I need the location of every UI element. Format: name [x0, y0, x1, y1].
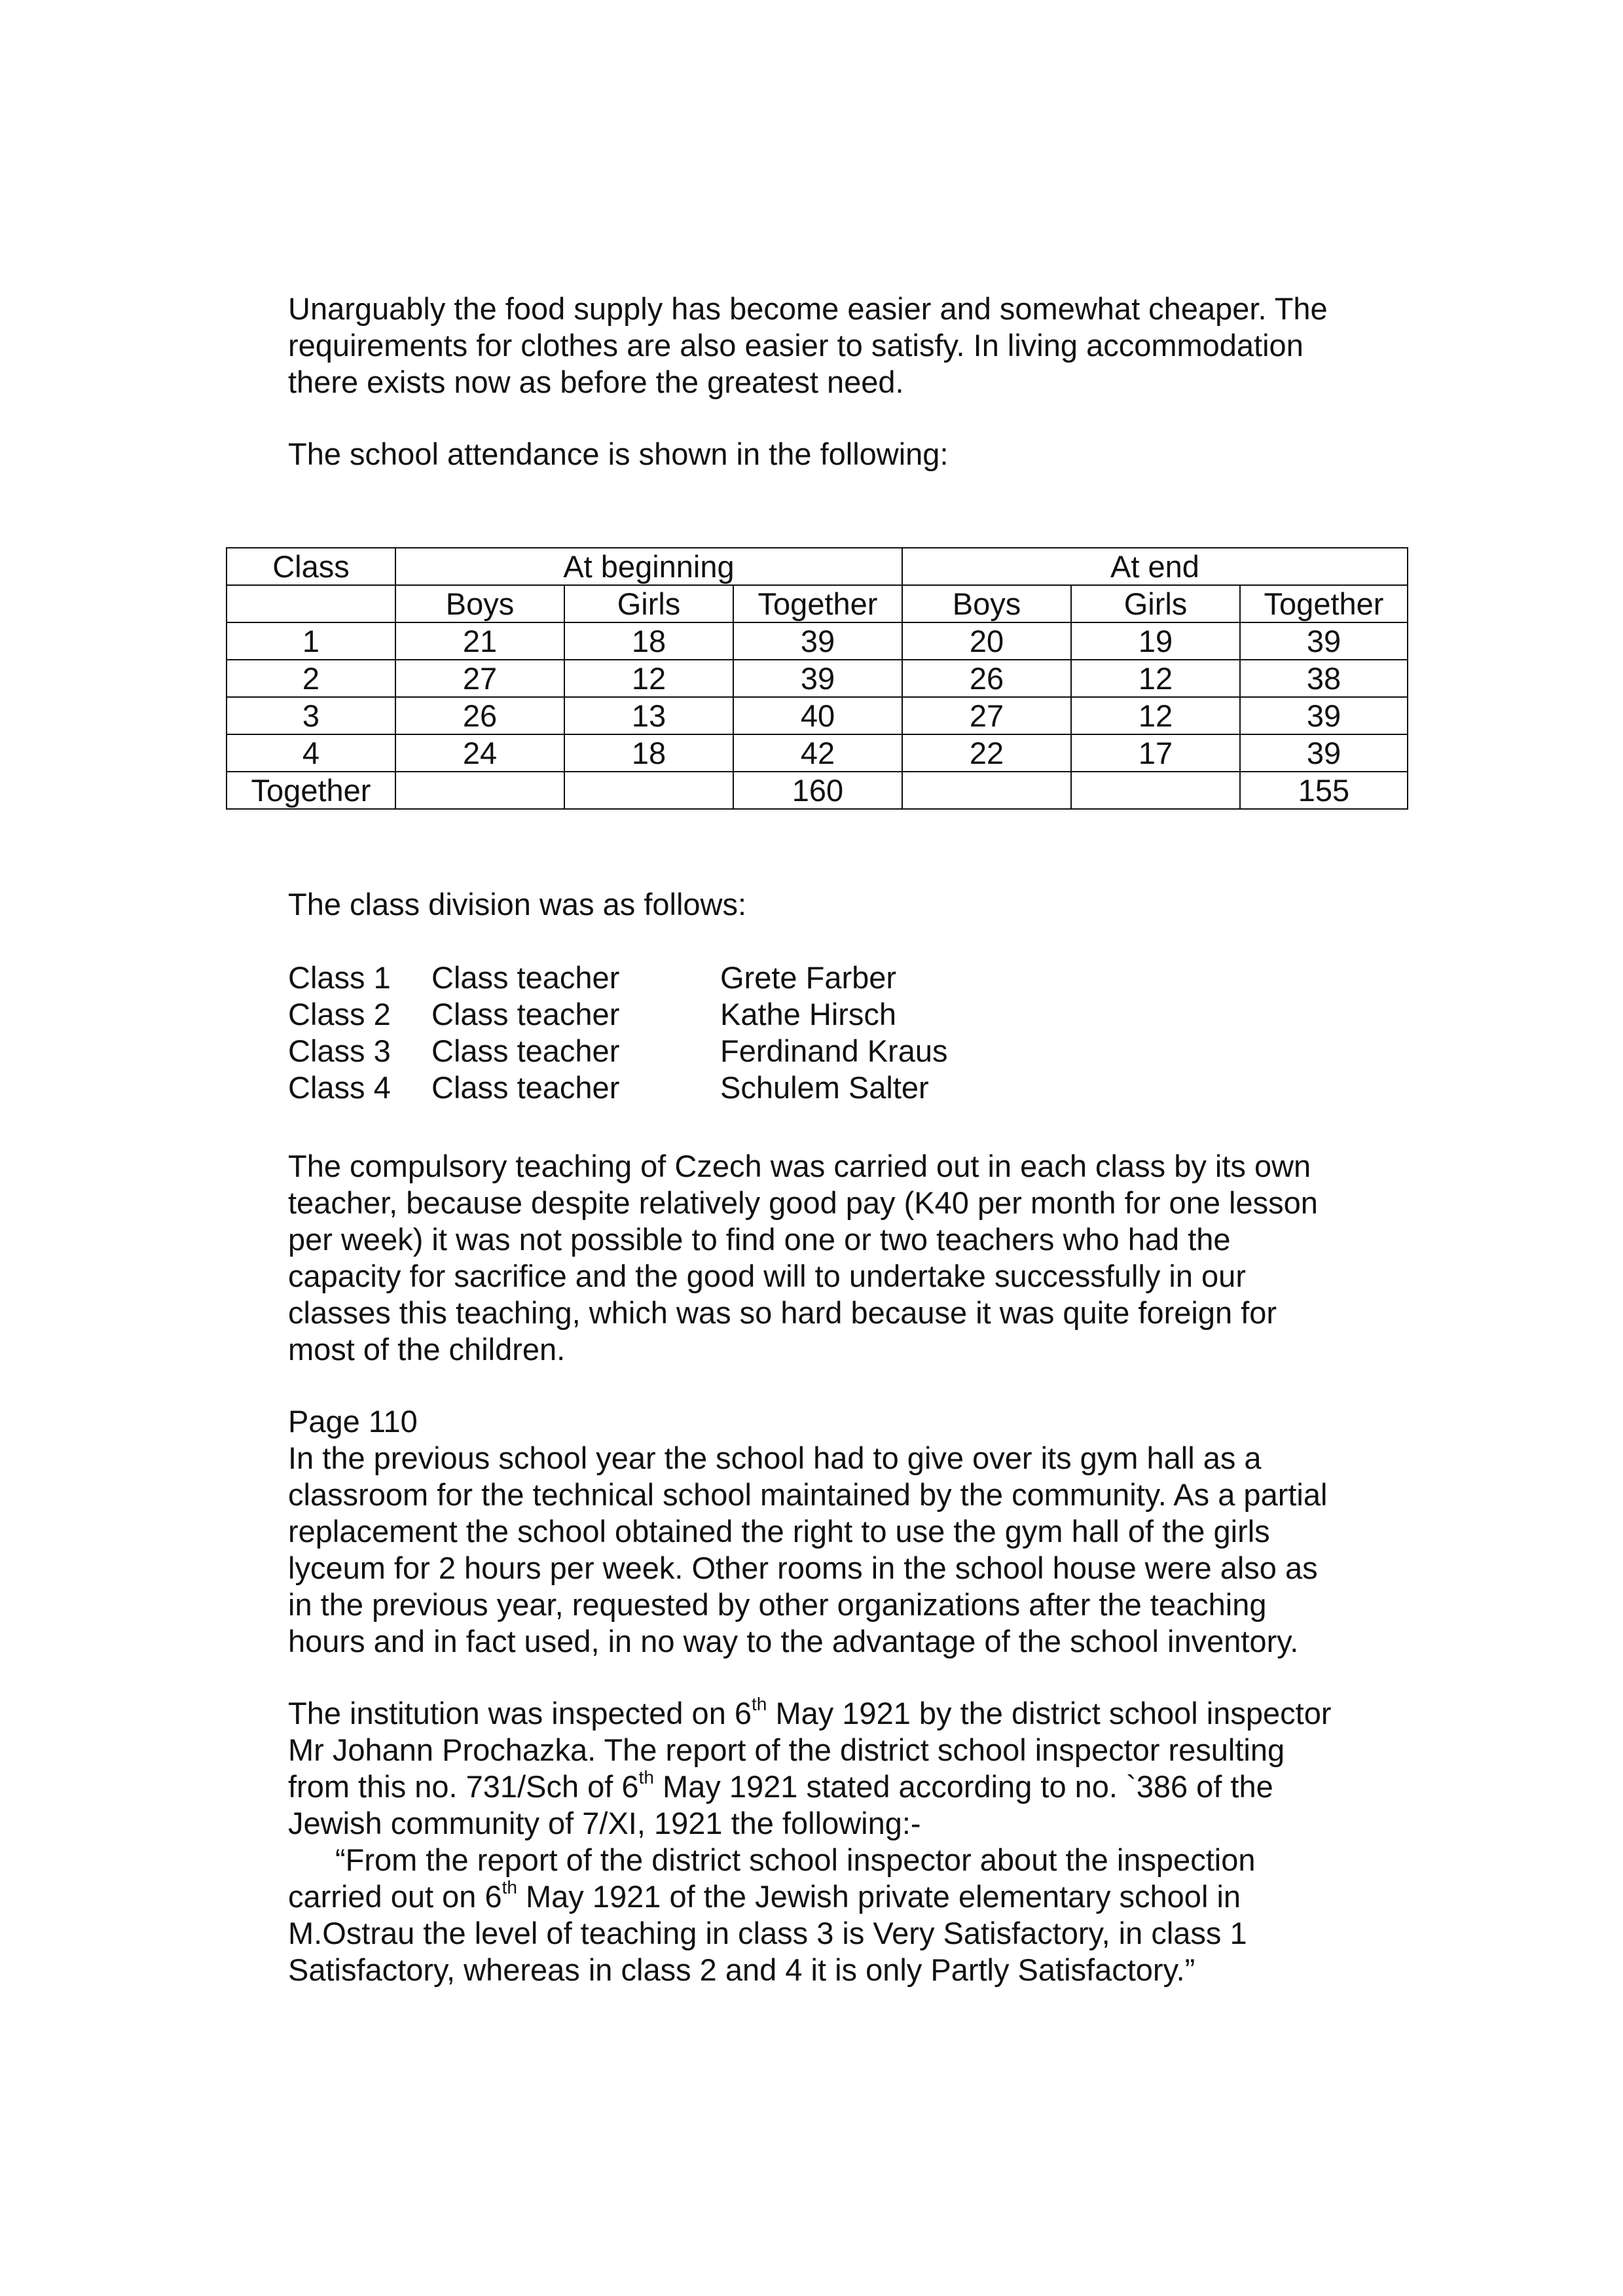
text-fragment: May 1921 of the Jewish private elementary school in: [517, 1879, 1241, 1914]
quoted-line: “From the report of the district school inspector about the inspection: [335, 1842, 1256, 1877]
table-cell: 27: [902, 697, 1071, 734]
division-role: Class teacher: [431, 997, 620, 1031]
table-cell: [227, 585, 395, 622]
ordinal-suffix: th: [638, 1767, 654, 1788]
table-row: [227, 622, 1408, 660]
text-fragment: May 1921 stated according to no. `386 of the: [653, 1769, 1273, 1804]
text-fragment: from this no. 731/Sch of 6: [288, 1769, 639, 1804]
table-cell: 12: [1071, 660, 1240, 697]
table-cell: 22: [902, 734, 1071, 772]
table-cell: 42: [733, 734, 902, 772]
attendance-table: [226, 547, 1408, 810]
table-cell: 40: [733, 697, 902, 734]
intro-paragraph: [288, 291, 1414, 401]
header-together: Together: [733, 585, 902, 622]
inspection-paragraph: [288, 1695, 1414, 1988]
header-girls: Girls: [1071, 585, 1240, 622]
table-cell: 160: [733, 772, 902, 809]
text-line: Unarguably the food supply has become easier and somewhat cheaper. The: [288, 291, 1328, 326]
attendance-intro: [288, 436, 1414, 473]
table-cell: 38: [1240, 660, 1408, 697]
division-teacher: Ferdinand Kraus: [720, 1033, 948, 1068]
table-cell: 1: [227, 622, 395, 660]
text-line: most of the children.: [288, 1332, 566, 1367]
header-together: Together: [1240, 585, 1408, 622]
page-label: Page 110: [288, 1404, 418, 1439]
division-class: Class 3: [288, 1033, 391, 1068]
header-at-end: At end: [902, 548, 1408, 585]
header-boys: Boys: [395, 585, 564, 622]
text-fragment: carried out on 6: [288, 1879, 502, 1914]
gym-paragraph: [288, 1403, 1414, 1660]
text-line: [288, 1878, 1414, 1915]
text-line: [288, 1695, 1414, 1732]
table-cell: 39: [1240, 622, 1408, 660]
division-teacher: Kathe Hirsch: [720, 997, 897, 1031]
text-line: replacement the school obtained the right to use the gym hall of the girls: [288, 1514, 1270, 1549]
table-cell: 24: [395, 734, 564, 772]
division-role: Class teacher: [431, 1070, 620, 1105]
table-cell: 26: [902, 660, 1071, 697]
text-fragment: May 1921 by the district school inspector: [767, 1696, 1332, 1731]
table-cell: 17: [1071, 734, 1240, 772]
table-cell: 2: [227, 660, 395, 697]
text-line: The compulsory teaching of Czech was carried out in each class by its own: [288, 1149, 1311, 1183]
table-cell: 39: [1240, 697, 1408, 734]
table-cell: [902, 772, 1071, 809]
table-cell: [564, 772, 733, 809]
table-cell: 155: [1240, 772, 1408, 809]
table-cell: 18: [564, 734, 733, 772]
table-cell: 12: [1071, 697, 1240, 734]
division-class: Class 4: [288, 1070, 391, 1105]
text-line: requirements for clothes are also easier to satisfy. In living accommodation: [288, 328, 1304, 363]
table-cell: 13: [564, 697, 733, 734]
ordinal-suffix: th: [752, 1694, 767, 1715]
table-cell: 12: [564, 660, 733, 697]
division-class: Class 2: [288, 997, 391, 1031]
table-cell: 26: [395, 697, 564, 734]
text-line: M.Ostrau the level of teaching in class 3 is Very Satisfactory, in class 1: [288, 1916, 1247, 1950]
table-cell: 4: [227, 734, 395, 772]
text-line: classroom for the technical school maintained by the community. As a partial: [288, 1477, 1328, 1512]
division-intro: [288, 886, 1414, 923]
header-class: Class: [227, 548, 395, 585]
division-role: Class teacher: [431, 1033, 620, 1068]
table-subheader-row: [227, 585, 1408, 622]
text-line: In the previous school year the school had to give over its gym hall as a: [288, 1441, 1262, 1475]
table-cell: 3: [227, 697, 395, 734]
table-total-row: [227, 772, 1408, 809]
division-role: Class teacher: [431, 960, 620, 995]
table-row: [227, 697, 1408, 734]
text-line: The school attendance is shown in the following:: [288, 437, 949, 471]
table-cell: 39: [1240, 734, 1408, 772]
table-cell: 39: [733, 660, 902, 697]
czech-paragraph: [288, 1148, 1414, 1368]
text-line: Mr Johann Prochazka. The report of the district school inspector resulting: [288, 1732, 1285, 1767]
text-line: Jewish community of 7/XI, 1921 the following:-: [288, 1806, 921, 1840]
division-teacher: Schulem Salter: [720, 1070, 929, 1105]
table-cell: Together: [227, 772, 395, 809]
division-teacher: Grete Farber: [720, 960, 897, 995]
header-girls: Girls: [564, 585, 733, 622]
text-line: classes this teaching, which was so hard because it was quite foreign for: [288, 1295, 1277, 1330]
text-line: capacity for sacrifice and the good will to undertake successfully in our: [288, 1259, 1246, 1293]
table-cell: 21: [395, 622, 564, 660]
table-cell: 19: [1071, 622, 1240, 660]
table-cell: 27: [395, 660, 564, 697]
table-row: [227, 734, 1408, 772]
text-line: Satisfactory, whereas in class 2 and 4 it is only Partly Satisfactory.”: [288, 1952, 1195, 1987]
division-class: Class 1: [288, 960, 391, 995]
text-line: lyceum for 2 hours per week. Other rooms in the school house were also as: [288, 1551, 1318, 1585]
header-boys: Boys: [902, 585, 1071, 622]
table-cell: [1071, 772, 1240, 809]
text-fragment: The institution was inspected on 6: [288, 1696, 752, 1731]
table-cell: 39: [733, 622, 902, 660]
text-line: teacher, because despite relatively good pay (K40 per month for one lesson: [288, 1185, 1318, 1220]
table-row: [227, 660, 1408, 697]
table-header-row: [227, 548, 1408, 585]
text-line: there exists now as before the greatest need.: [288, 365, 904, 399]
text-line: in the previous year, requested by other organizations after the teaching: [288, 1587, 1267, 1622]
text-line: [288, 1768, 1414, 1805]
table-cell: [395, 772, 564, 809]
text-line: The class division was as follows:: [288, 887, 747, 922]
header-at-beginning: At beginning: [395, 548, 902, 585]
table-cell: 20: [902, 622, 1071, 660]
text-line: per week) it was not possible to find one or two teachers who had the: [288, 1222, 1231, 1257]
table-cell: 18: [564, 622, 733, 660]
ordinal-suffix: th: [501, 1877, 517, 1898]
text-line: hours and in fact used, in no way to the advantage of the school inventory.: [288, 1624, 1299, 1659]
